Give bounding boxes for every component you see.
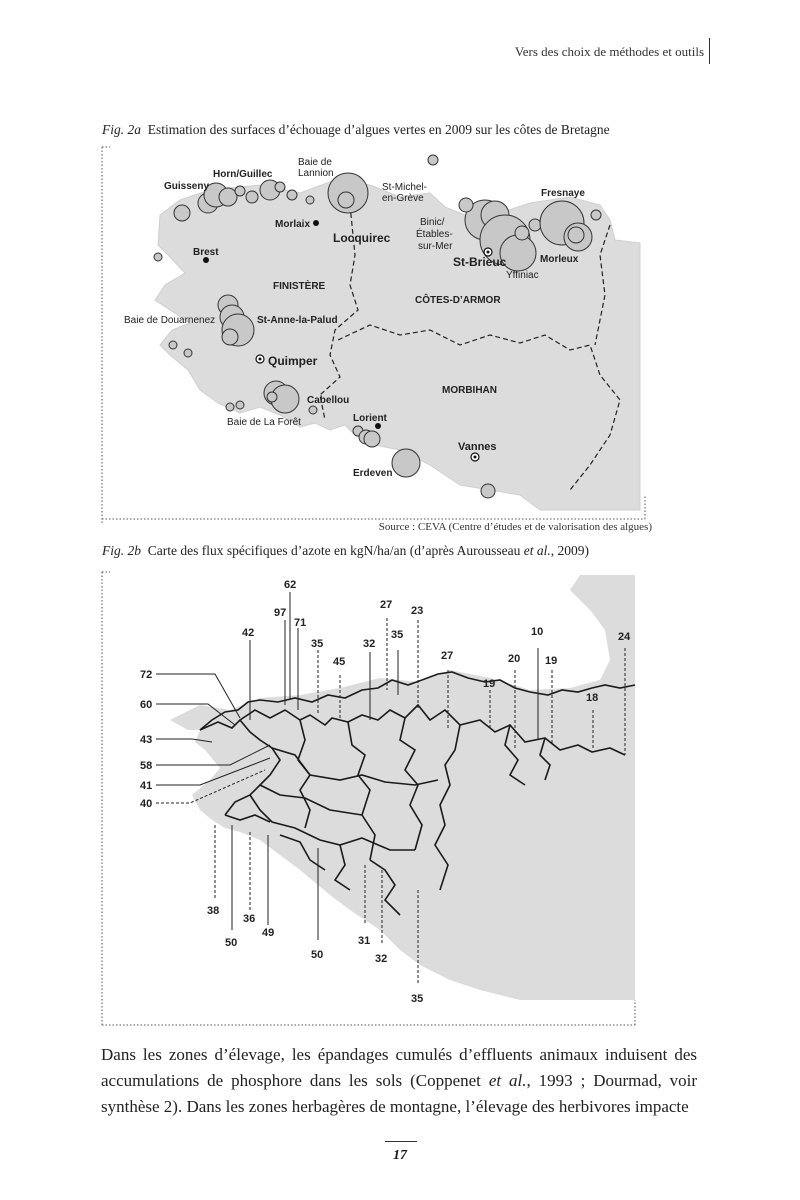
flux-40: 40 bbox=[140, 798, 153, 810]
label-st-michel-2: en-Grève bbox=[382, 193, 424, 204]
flux-43: 43 bbox=[140, 734, 153, 746]
label-binic-1: Binic/ bbox=[420, 217, 445, 228]
label-brest: Brest bbox=[193, 247, 219, 258]
label-st-brieuc: St-Brieuc bbox=[453, 255, 507, 269]
label-vannes: Vannes bbox=[458, 441, 497, 453]
flux-27a: 27 bbox=[380, 599, 393, 611]
fig2b-label: Fig. 2b bbox=[102, 543, 141, 558]
running-header: Vers des choix de méthodes et outils bbox=[514, 44, 704, 59]
flux-24: 24 bbox=[618, 631, 631, 643]
flux-49: 49 bbox=[262, 927, 275, 939]
flux-19b: 19 bbox=[483, 678, 496, 690]
label-guisseny: Guisseny bbox=[164, 181, 210, 192]
label-yffiniac: Yffiniac bbox=[506, 270, 539, 281]
flux-62: 62 bbox=[284, 579, 297, 591]
fig2b-caption-end: , 2009) bbox=[550, 543, 589, 558]
flux-58: 58 bbox=[140, 760, 153, 772]
label-lorient: Lorient bbox=[353, 413, 387, 424]
flux-72: 72 bbox=[140, 669, 153, 681]
label-horn-guillec: Horn/Guillec bbox=[213, 169, 273, 180]
flux-42: 42 bbox=[242, 627, 255, 639]
label-morbihan: MORBIHAN bbox=[442, 385, 497, 396]
fig2a-source: Source : CEVA (Centre d’études et de valorisation des algues) bbox=[378, 521, 652, 533]
flux-60: 60 bbox=[140, 699, 153, 711]
label-baie-douarnenez: Baie de Douarnenez bbox=[124, 315, 216, 326]
label-finistere: FINISTÈRE bbox=[273, 281, 326, 292]
header-rule bbox=[709, 38, 710, 64]
fig2a-caption bbox=[102, 122, 610, 138]
flux-23: 23 bbox=[411, 605, 424, 617]
flux-18: 18 bbox=[586, 692, 599, 704]
flux-27b: 27 bbox=[441, 650, 454, 662]
fig2a-label: Fig. 2a bbox=[102, 122, 141, 137]
flux-31: 31 bbox=[358, 935, 371, 947]
label-baie-lannion-2: Lannion bbox=[298, 168, 334, 179]
label-baie-lannion-1: Baie de bbox=[298, 157, 332, 168]
flux-38: 38 bbox=[207, 905, 220, 917]
flux-41: 41 bbox=[140, 780, 153, 792]
flux-97: 97 bbox=[274, 607, 287, 619]
label-locquirec: Locquirec bbox=[333, 231, 391, 245]
flux-50a: 50 bbox=[225, 937, 238, 949]
flux-32b: 32 bbox=[375, 953, 388, 965]
flux-50b: 50 bbox=[311, 949, 324, 961]
page-number: 17 bbox=[393, 1148, 407, 1163]
body-paragraph bbox=[101, 1042, 697, 1120]
body-text-2: , 1993 ; Dourmad, voir synthèse 2). Dans les zones herbagères de montagne, l’élevage des herbivores impacte bbox=[101, 1071, 697, 1116]
flux-19a: 19 bbox=[545, 655, 558, 667]
flux-45: 45 bbox=[333, 656, 346, 668]
body-etal: et al. bbox=[488, 1071, 527, 1090]
flux-10: 10 bbox=[531, 626, 544, 638]
label-st-anne: St-Anne-la-Palud bbox=[257, 315, 338, 326]
label-cotes-darmor: CÔTES-D’ARMOR bbox=[415, 295, 501, 306]
page-number-rule bbox=[385, 1141, 417, 1142]
flux-32a: 32 bbox=[363, 638, 376, 650]
label-baie-la-foret: Baie de La Forêt bbox=[227, 417, 301, 428]
fig2b-caption-text: Carte des flux spécifiques d’azote en kgN/ha/an (d’après Aurousseau bbox=[147, 543, 524, 558]
label-morlaix: Morlaix bbox=[275, 219, 311, 230]
flux-20: 20 bbox=[508, 653, 521, 665]
label-morleux: Morleux bbox=[540, 254, 579, 265]
label-st-michel-1: St-Michel- bbox=[382, 182, 428, 193]
fig2a-caption-text: Estimation des surfaces d’échouage d’algues vertes en 2009 sur les côtes de Bretagne bbox=[147, 122, 610, 137]
flux-36: 36 bbox=[243, 913, 256, 925]
flux-35c: 35 bbox=[411, 993, 424, 1005]
fig2a-map bbox=[100, 145, 660, 525]
label-cabellou: Cabellou bbox=[307, 395, 350, 406]
fig2b-map bbox=[100, 570, 645, 1030]
label-erdeven: Erdeven bbox=[353, 468, 393, 479]
body-text-1: Dans les zones d’élevage, les épandages cumulés d’effluents animaux induisent des accumulations de phosphore dans les sols (Coppenet bbox=[101, 1045, 697, 1090]
fig2b-caption-etal: et al. bbox=[523, 543, 551, 558]
flux-71: 71 bbox=[294, 617, 307, 629]
fig2b-caption bbox=[102, 543, 589, 559]
label-binic-2: Étables- bbox=[416, 229, 453, 240]
flux-35a: 35 bbox=[311, 638, 324, 650]
label-fresnaye: Fresnaye bbox=[541, 188, 585, 199]
label-quimper: Quimper bbox=[268, 354, 318, 368]
flux-35b: 35 bbox=[391, 629, 404, 641]
label-binic-3: sur-Mer bbox=[418, 241, 453, 252]
